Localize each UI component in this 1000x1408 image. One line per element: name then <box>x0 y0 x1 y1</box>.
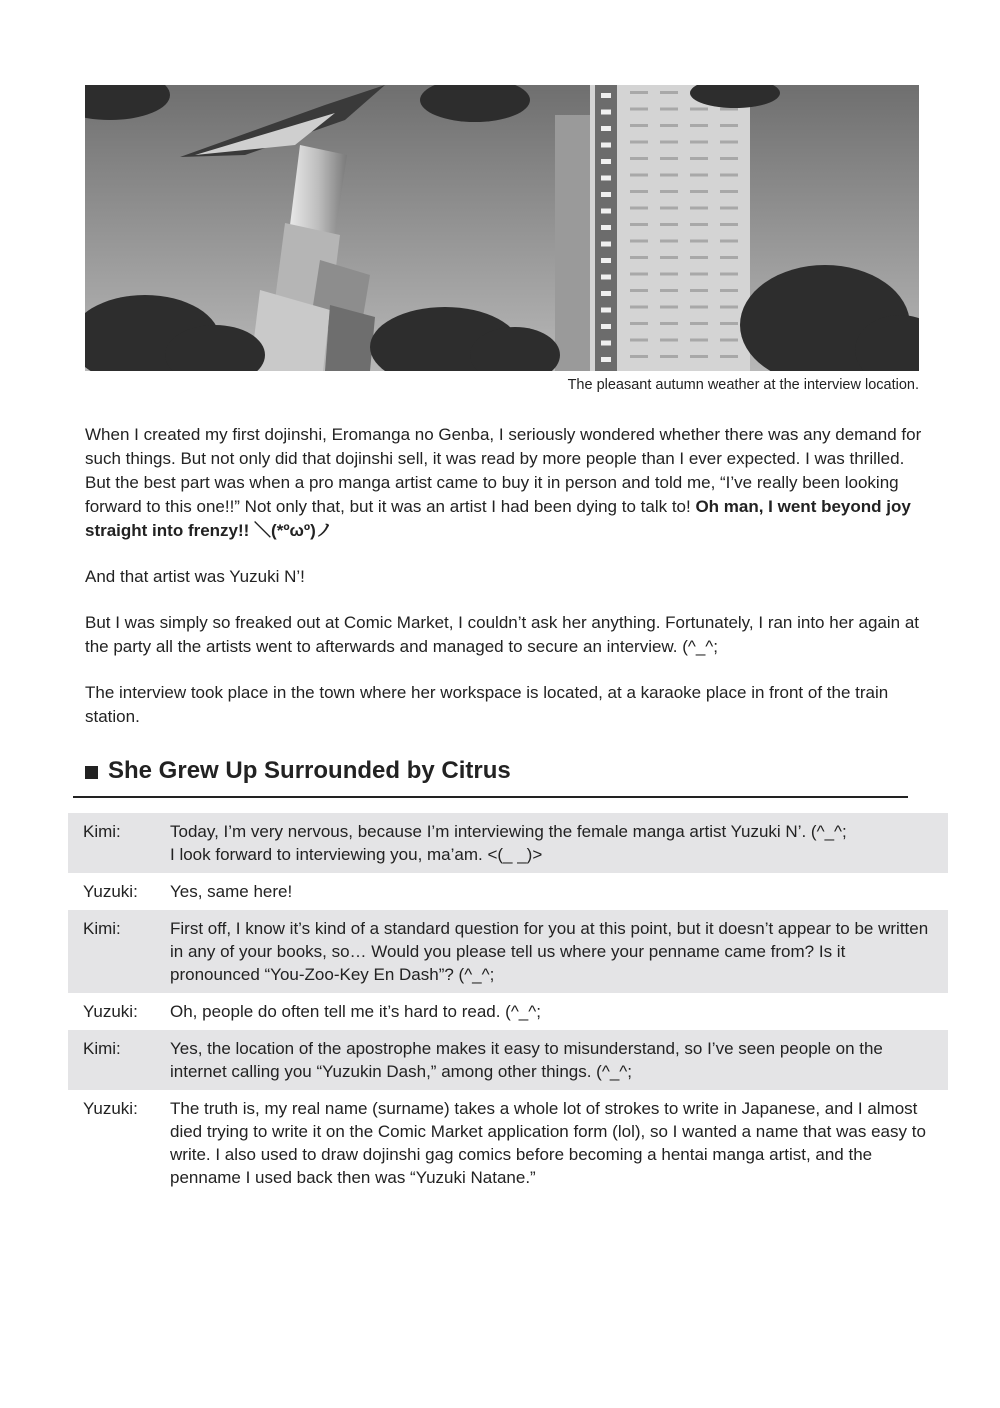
building-window <box>720 339 738 342</box>
building-window <box>630 289 648 292</box>
intro-paragraph: The interview took place in the town where her workspace is located, at a karaoke place in front of the train station. <box>85 683 889 726</box>
intro-paragraph-bold: Oh man, I went beyond joy straight into frenzy!! ＼(*ºωº)ノ <box>85 497 911 540</box>
building <box>555 85 750 371</box>
speaker-name: Yuzuki: <box>83 1099 138 1118</box>
building-window <box>601 192 611 197</box>
building-window <box>630 273 648 276</box>
building-window <box>601 324 611 329</box>
building-window <box>720 273 738 276</box>
photo-illustration <box>85 85 919 371</box>
building-window <box>601 126 611 131</box>
building-window <box>630 355 648 358</box>
building-window <box>660 141 678 144</box>
building-window <box>601 176 611 181</box>
building-window <box>690 240 708 243</box>
building-window <box>660 339 678 342</box>
building-window <box>601 291 611 296</box>
dialogue-text <box>170 917 930 986</box>
building-window <box>690 355 708 358</box>
building-window <box>720 223 738 226</box>
building-window <box>660 207 678 210</box>
building-window <box>630 339 648 342</box>
building-window <box>720 355 738 358</box>
building-window <box>601 110 611 115</box>
building-window <box>601 209 611 214</box>
building-window <box>690 174 708 177</box>
building-window <box>660 273 678 276</box>
building-window <box>601 143 611 148</box>
dialogue-line: The truth is, my real name (surname) takes a whole lot of strokes to write in Japanese, and I almost died trying to write it on the Comic Market application form (lol), so I wanted a name that was easy to write. I also used to draw dojinshi gag comics before becoming a hentai manga artist, and the penname I used back then was “Yuzuki Natane.” <box>170 1099 926 1187</box>
building-window <box>720 207 738 210</box>
dialogue-line: Yes, same here! <box>170 882 293 901</box>
intro-paragraph: And that artist was Yuzuki N’! <box>85 567 305 586</box>
building-window <box>660 322 678 325</box>
building-window <box>720 256 738 259</box>
speaker-name: Kimi: <box>83 822 121 841</box>
building-window <box>601 341 611 346</box>
building-window <box>630 157 648 160</box>
building-window <box>660 355 678 358</box>
building-window <box>690 289 708 292</box>
building-window <box>660 190 678 193</box>
interview-location-photo <box>85 85 919 371</box>
building-window <box>720 190 738 193</box>
intro-paragraph <box>85 423 925 543</box>
section-heading <box>85 757 511 785</box>
section-divider <box>73 796 908 798</box>
building-window <box>690 108 708 111</box>
building-window <box>690 207 708 210</box>
building-window <box>720 157 738 160</box>
photo-caption: The pleasant autumn weather at the interview location. <box>567 377 919 393</box>
building-window <box>630 141 648 144</box>
building-window <box>601 225 611 230</box>
building-window <box>720 141 738 144</box>
dialogue-row <box>68 1030 948 1090</box>
building-window <box>630 306 648 309</box>
building-window <box>690 273 708 276</box>
building-window <box>601 357 611 362</box>
dialogue-text <box>170 1037 930 1083</box>
building-window <box>660 289 678 292</box>
dialogue-line: Oh, people do often tell me it’s hard to read. (^_^; <box>170 1002 541 1021</box>
building-window <box>720 174 738 177</box>
building-window <box>601 258 611 263</box>
building-window <box>601 93 611 98</box>
dialogue-row <box>68 813 948 873</box>
building-window <box>660 256 678 259</box>
building-window <box>720 124 738 127</box>
building-window <box>630 91 648 94</box>
building-window <box>720 322 738 325</box>
building-window <box>690 306 708 309</box>
building-window <box>660 306 678 309</box>
building-window <box>690 124 708 127</box>
building-window <box>630 322 648 325</box>
building-window <box>690 256 708 259</box>
building-window <box>660 108 678 111</box>
section-title: She Grew Up Surrounded by Citrus <box>108 757 511 784</box>
building-window <box>630 240 648 243</box>
building-window <box>630 190 648 193</box>
speaker-name: Kimi: <box>83 1039 121 1058</box>
building-window <box>601 308 611 313</box>
building-window <box>660 240 678 243</box>
building-window <box>630 207 648 210</box>
building-window <box>630 256 648 259</box>
building-window <box>630 174 648 177</box>
dialogue-text <box>170 820 930 866</box>
dialogue-line: Today, I’m very nervous, because I’m interviewing the female manga artist Yuzuki N’. (^_^; <box>170 822 847 841</box>
building-window <box>690 339 708 342</box>
building-window <box>660 223 678 226</box>
building-window <box>630 223 648 226</box>
dialogue-line: Yes, the location of the apostrophe makes it easy to misunderstand, so I’ve seen people on the internet calling you “Yuzukin Dash,” among other things. (^_^; <box>170 1039 883 1081</box>
speaker-name: Kimi: <box>83 919 121 938</box>
square-bullet-icon <box>85 766 98 779</box>
building-window <box>630 124 648 127</box>
dialogue-text <box>170 1000 930 1023</box>
dialogue-row <box>68 1090 948 1196</box>
intro-text <box>85 423 925 751</box>
building-window <box>690 141 708 144</box>
interview-dialogue <box>68 813 948 1196</box>
dialogue-row <box>68 993 948 1030</box>
building-window <box>601 242 611 247</box>
dialogue-text <box>170 880 930 903</box>
intro-paragraph: But I was simply so freaked out at Comic Market, I couldn’t ask her anything. Fortunately, I ran into her again at the party all the artists went to afterwards and managed to secure an interview. (^_^; <box>85 613 920 656</box>
building-window <box>690 322 708 325</box>
building-window <box>720 289 738 292</box>
building-window <box>660 174 678 177</box>
building-window <box>690 223 708 226</box>
building-window <box>660 157 678 160</box>
speaker-name: Yuzuki: <box>83 1002 138 1021</box>
building-window <box>601 275 611 280</box>
building-window <box>720 240 738 243</box>
building-window <box>660 124 678 127</box>
speaker-name: Yuzuki: <box>83 882 138 901</box>
dialogue-text <box>170 1097 930 1189</box>
intro-paragraph-text: When I created my first dojinshi, Eromanga no Genba, I seriously wondered whether there was any demand for such things. But not only did that dojinshi sell, it was read by more people than I ever expected. I was thrilled. But the best part was when a pro manga artist came to buy it in person and told me, “I’ve really been looking forward to this one!!” Not only that, but it was an artist I had been dying to talk to! <box>85 425 922 516</box>
building-window <box>601 159 611 164</box>
building-window <box>630 108 648 111</box>
dialogue-line: I look forward to interviewing you, ma’am. <(_ _)> <box>170 845 543 864</box>
building-window <box>720 306 738 309</box>
dialogue-line: First off, I know it’s kind of a standard question for you at this point, but it doesn’t appear to be written in any of your books, so… Would you please tell us where your penname came from? Is it pronounced “You-Zoo-Key En Dash”? (^_^; <box>170 919 929 984</box>
building-window <box>690 190 708 193</box>
building-window <box>660 91 678 94</box>
dialogue-row <box>68 873 948 910</box>
building-window <box>690 157 708 160</box>
dialogue-row <box>68 910 948 993</box>
